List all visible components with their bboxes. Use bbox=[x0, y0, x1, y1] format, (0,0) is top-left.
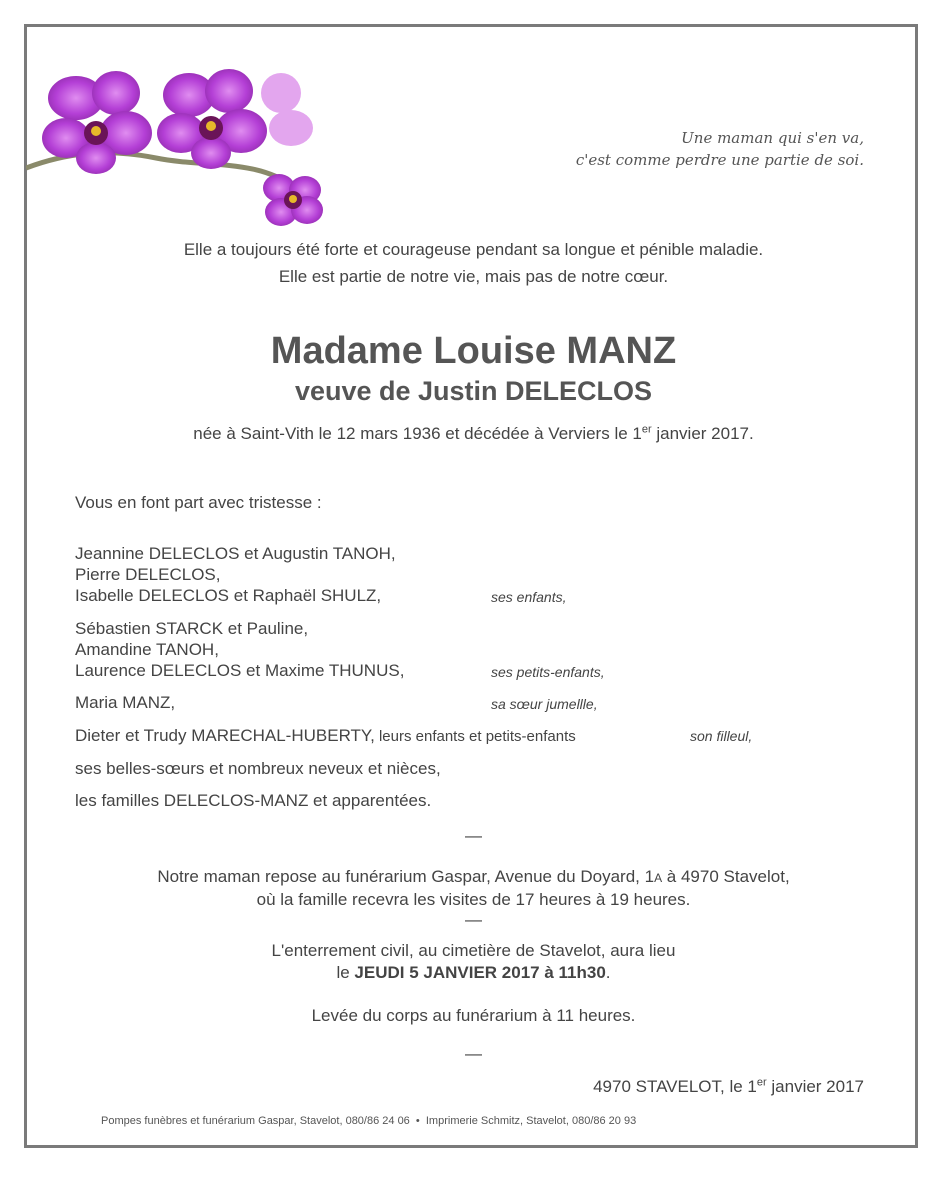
burial-text-end: . bbox=[605, 963, 611, 982]
ordinal-suffix: er bbox=[756, 1076, 767, 1089]
address-letter: A bbox=[654, 871, 663, 885]
burial-text bbox=[0, 940, 947, 984]
visitation-line bbox=[0, 866, 947, 889]
epigraph-line: c'est comme perdre une partie de soi. bbox=[575, 151, 864, 169]
birth-death-line bbox=[0, 422, 947, 446]
ordinal-suffix: er bbox=[641, 423, 652, 436]
grandchildren-role: ses petits-enfants, bbox=[491, 664, 605, 680]
godson-extra: leurs enfants et petits-enfants bbox=[374, 728, 576, 745]
visitation-text bbox=[0, 866, 947, 911]
place-date bbox=[593, 1077, 864, 1097]
godson-line bbox=[75, 725, 576, 747]
widow-of: veuve de Justin DELECLOS bbox=[294, 376, 653, 406]
deceased-name: Madame Louise MANZ bbox=[270, 330, 677, 372]
separator: — bbox=[465, 826, 482, 845]
burial-line bbox=[0, 962, 947, 984]
place-date-text-end: janvier 2017 bbox=[766, 1077, 864, 1096]
list-item: Isabelle DELECLOS et Raphaël SHULZ, bbox=[75, 586, 382, 605]
visitation-text-start: Notre maman repose au funérarium Gaspar, Avenue du Doyard, 1 bbox=[157, 867, 655, 886]
sister-role: sa sœur jumellle, bbox=[491, 696, 598, 712]
list-item: Pierre DELECLOS, bbox=[75, 565, 221, 584]
separator: — bbox=[465, 910, 482, 929]
levee-text: Levée du corps au funérarium à 11 heures. bbox=[311, 1006, 636, 1025]
epigraph bbox=[576, 127, 864, 171]
list-item: Jeannine DELECLOS et Augustin TANOH, bbox=[75, 544, 396, 563]
children-role: ses enfants, bbox=[491, 589, 567, 605]
intro-line: Elle est partie de notre vie, mais pas de notre cœur. bbox=[278, 267, 669, 286]
burial-text-start: le bbox=[336, 963, 355, 982]
intro-line: Elle a toujours été forte et courageuse pendant sa longue et pénible maladie. bbox=[183, 240, 764, 259]
printer-footer: Pompes funèbres et funérarium Gaspar, Stavelot, 080/86 24 06 • Imprimerie Schmitz, Stavelot, 080/86 20 93 bbox=[101, 1115, 637, 1127]
birth-death-text: née à Saint-Vith le 12 mars 1936 et décédée à Verviers le 1 bbox=[193, 424, 642, 443]
sister-name: Maria MANZ, bbox=[75, 693, 176, 712]
epigraph-line: Une maman qui s'en va, bbox=[681, 129, 864, 147]
godson-role: son filleul, bbox=[690, 728, 753, 744]
list-item: Laurence DELECLOS et Maxime THUNUS, bbox=[75, 661, 405, 680]
list-item: Amandine TANOH, bbox=[75, 640, 219, 659]
list-item: Sébastien STARCK et Pauline, bbox=[75, 619, 309, 638]
announcement: Vous en font part avec tristesse : bbox=[75, 493, 322, 512]
orchid-illustration bbox=[26, 48, 356, 238]
burial-line: L'enterrement civil, au cimetière de Stavelot, aura lieu bbox=[271, 941, 676, 960]
separator: — bbox=[465, 1044, 482, 1063]
burial-date: JEUDI 5 JANVIER 2017 à 11h30 bbox=[354, 963, 606, 982]
visitation-text-end: à 4970 Stavelot, bbox=[662, 867, 790, 886]
children-list bbox=[75, 543, 396, 606]
intro-text bbox=[0, 236, 947, 290]
birth-death-text-end: janvier 2017. bbox=[651, 424, 754, 443]
grandchildren-list bbox=[75, 618, 404, 681]
place-date-text: 4970 STAVELOT, le 1 bbox=[593, 1077, 757, 1096]
godson-name: Dieter et Trudy MARECHAL-HUBERTY, bbox=[75, 726, 375, 745]
visitation-line: où la famille recevra les visites de 17 heures à 19 heures. bbox=[256, 890, 691, 909]
families-line: les familles DELECLOS-MANZ et apparentées. bbox=[75, 791, 432, 810]
inlaws-line: ses belles-sœurs et nombreux neveux et nièces, bbox=[75, 759, 441, 778]
